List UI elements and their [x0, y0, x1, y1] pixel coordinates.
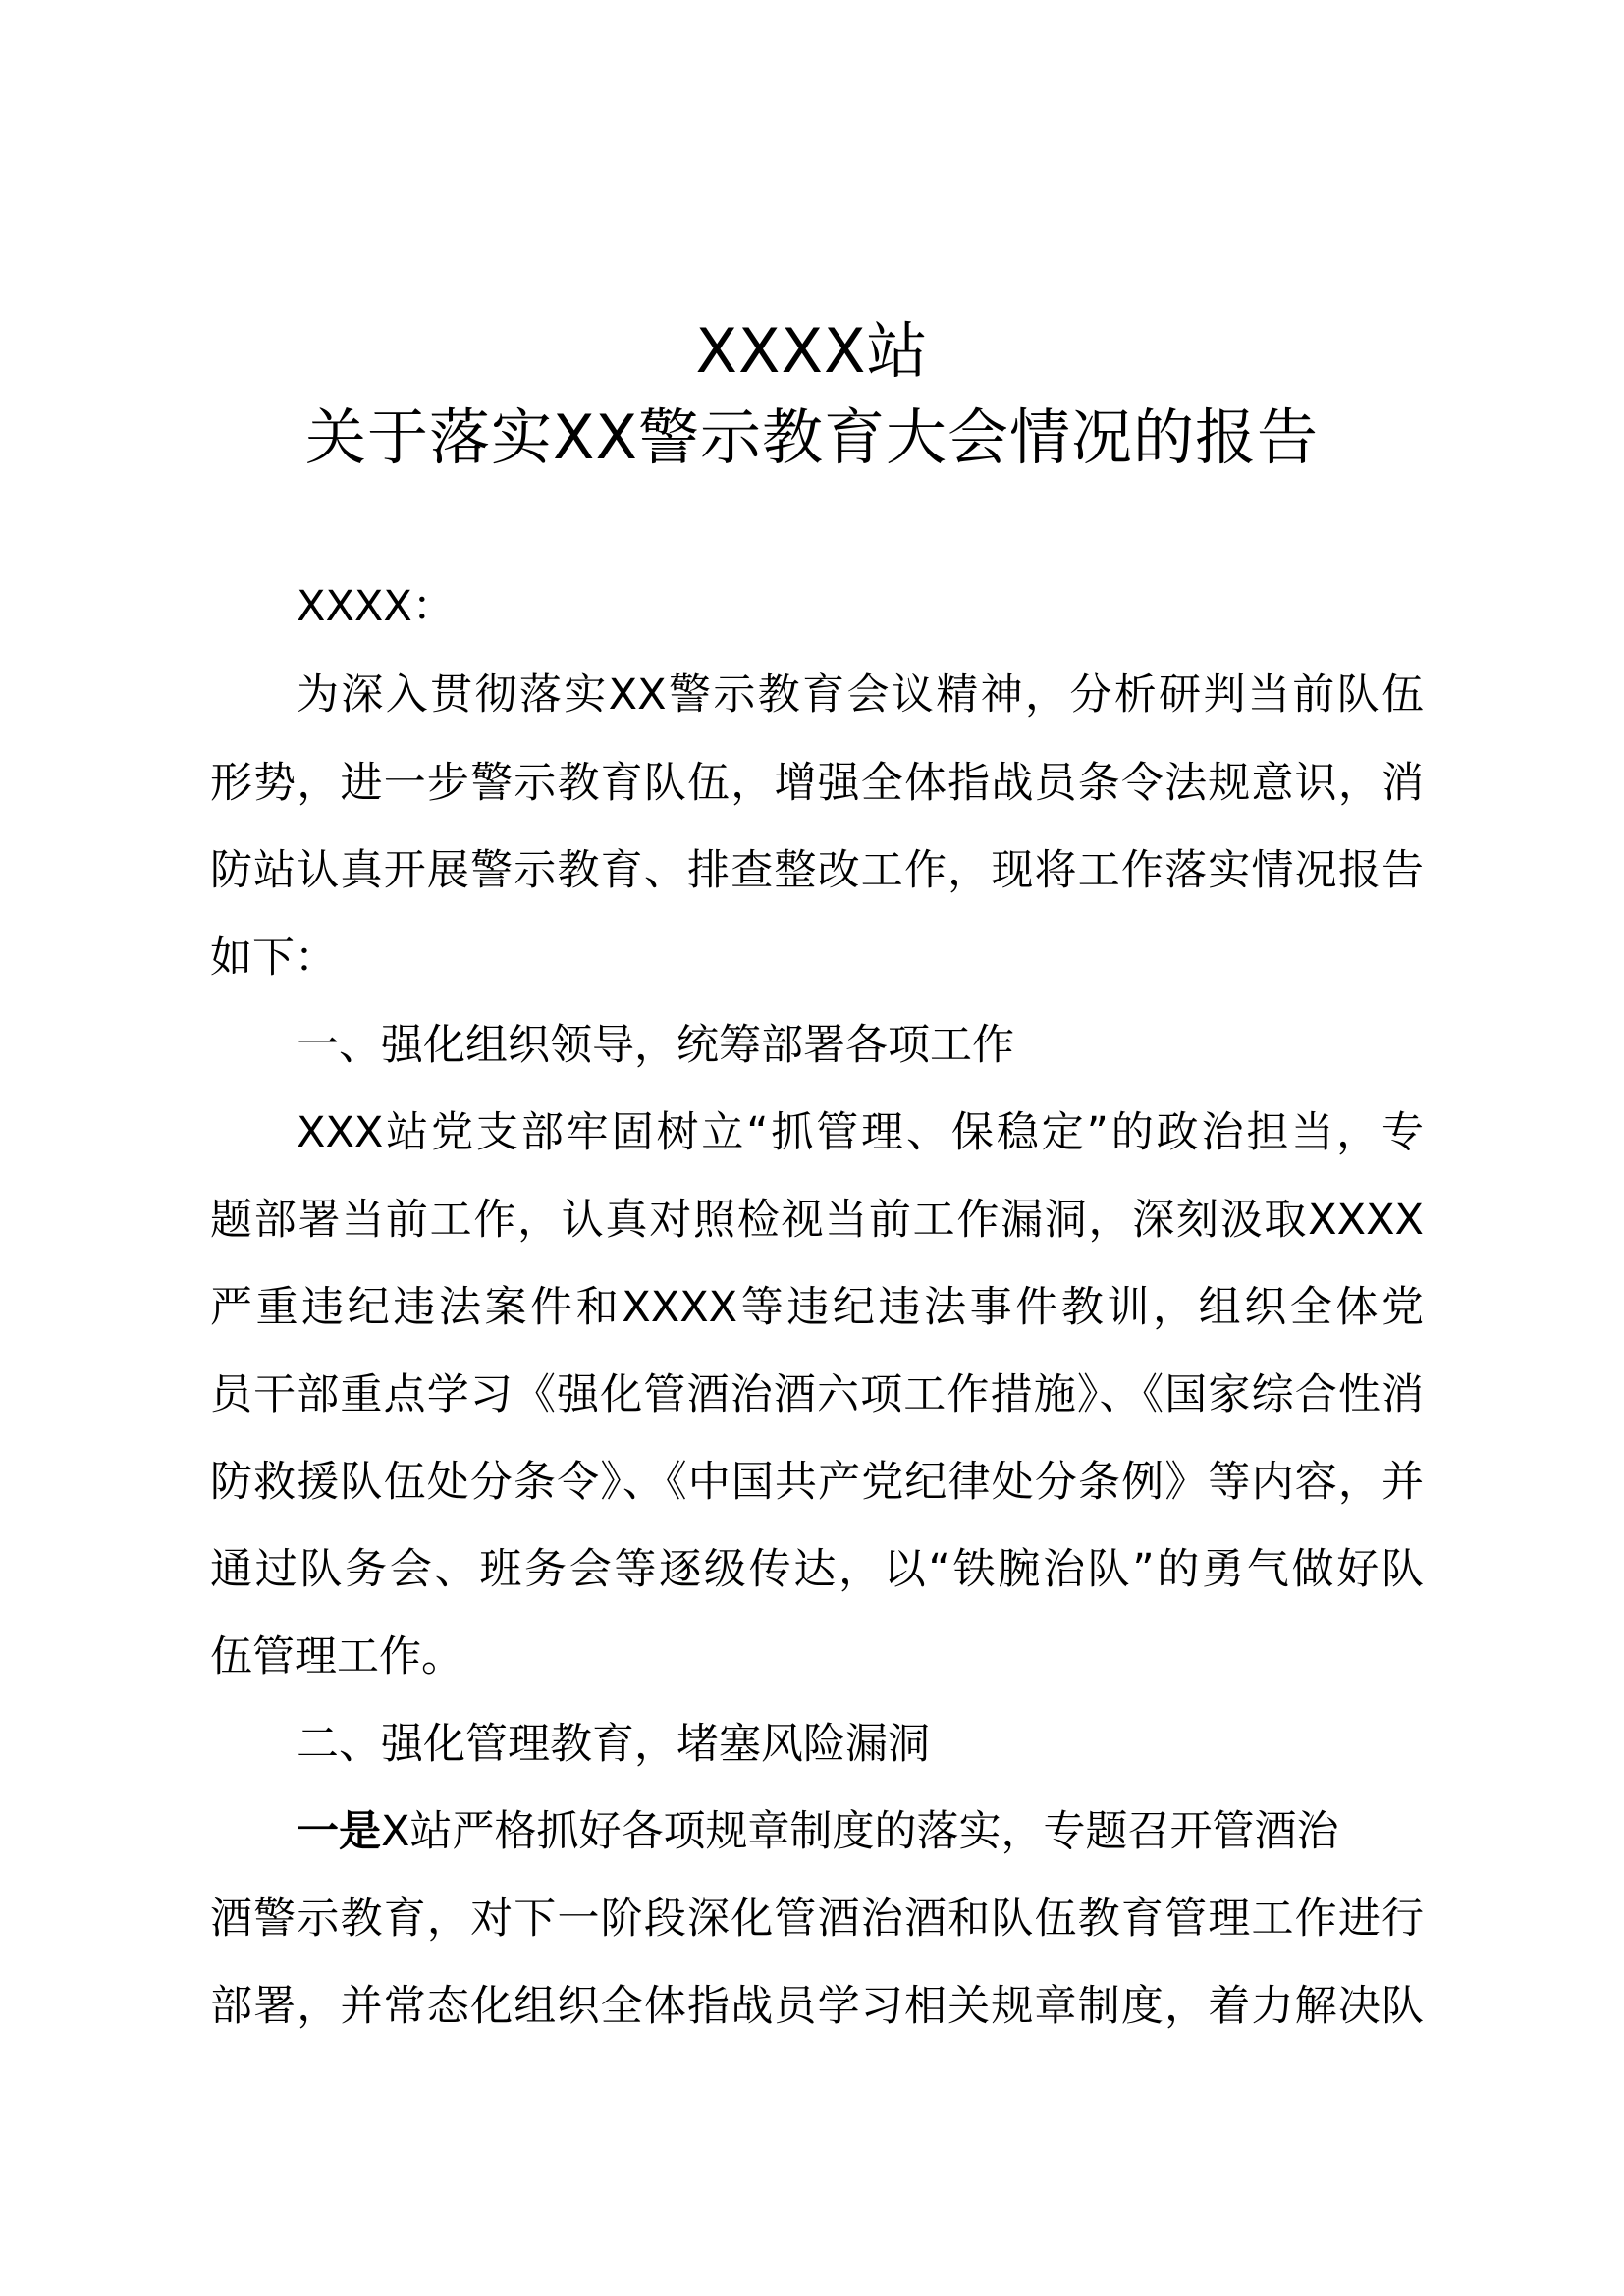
- paragraph-line: 防救援队伍处分条令》、《中国共产党纪律处分条例》等内容，并: [210, 1458, 1424, 1507]
- item1-text: X站严格抓好各项规章制度的落实，专题召开管酒治: [381, 1807, 1339, 1856]
- document-title-line2: 关于落实XX警示教育大会情况的报告: [305, 401, 1319, 473]
- paragraph-line: 通过队务会、班务会等逐级传达，以“铁腕治队”的勇气做好队: [210, 1545, 1424, 1594]
- paragraph-line: 伍管理工作。: [210, 1632, 463, 1682]
- paragraph-line: 形势，进一步警示教育队伍，增强全体指战员条令法规意识，消: [210, 759, 1424, 808]
- document-title-line1: XXXX站: [695, 315, 929, 387]
- paragraph-line: 部署，并常态化组织全体指战员学习相关规章制度，着力解决队: [210, 1982, 1424, 2031]
- paragraph-line: 员干部重点学习《强化管酒治酒六项工作措施》、《国家综合性消: [210, 1370, 1424, 1419]
- paragraph-line: 如下：: [210, 934, 337, 983]
- paragraph-line: 严重违纪违法案件和XXXX等违纪违法事件教训，组织全体党: [210, 1283, 1424, 1332]
- paragraph-line: 酒警示教育，对下一阶段深化管酒治酒和队伍教育管理工作进行: [210, 1895, 1424, 1944]
- paragraph-line: XXX站党支部牢固树立“抓管理、保稳定”的政治担当，专: [297, 1108, 1424, 1157]
- item1-bold-label: 一是: [297, 1807, 381, 1856]
- paragraph-line: 题部署当前工作，认真对照检视当前工作漏洞，深刻汲取XXXX: [210, 1196, 1424, 1245]
- section-heading-2: 二、强化管理教育，堵塞风险漏洞: [297, 1720, 930, 1769]
- paragraph-line: 防站认真开展警示教育、排查整改工作，现将工作落实情况报告: [210, 846, 1424, 895]
- paragraph-line: 为深入贯彻落实XX警示教育会议精神，分析研判当前队伍: [297, 670, 1424, 720]
- salutation: XXXX：: [297, 582, 455, 631]
- paragraph-line-item1: [297, 1802, 1424, 1861]
- section-heading-1: 一、强化组织领导，统筹部署各项工作: [297, 1021, 1014, 1070]
